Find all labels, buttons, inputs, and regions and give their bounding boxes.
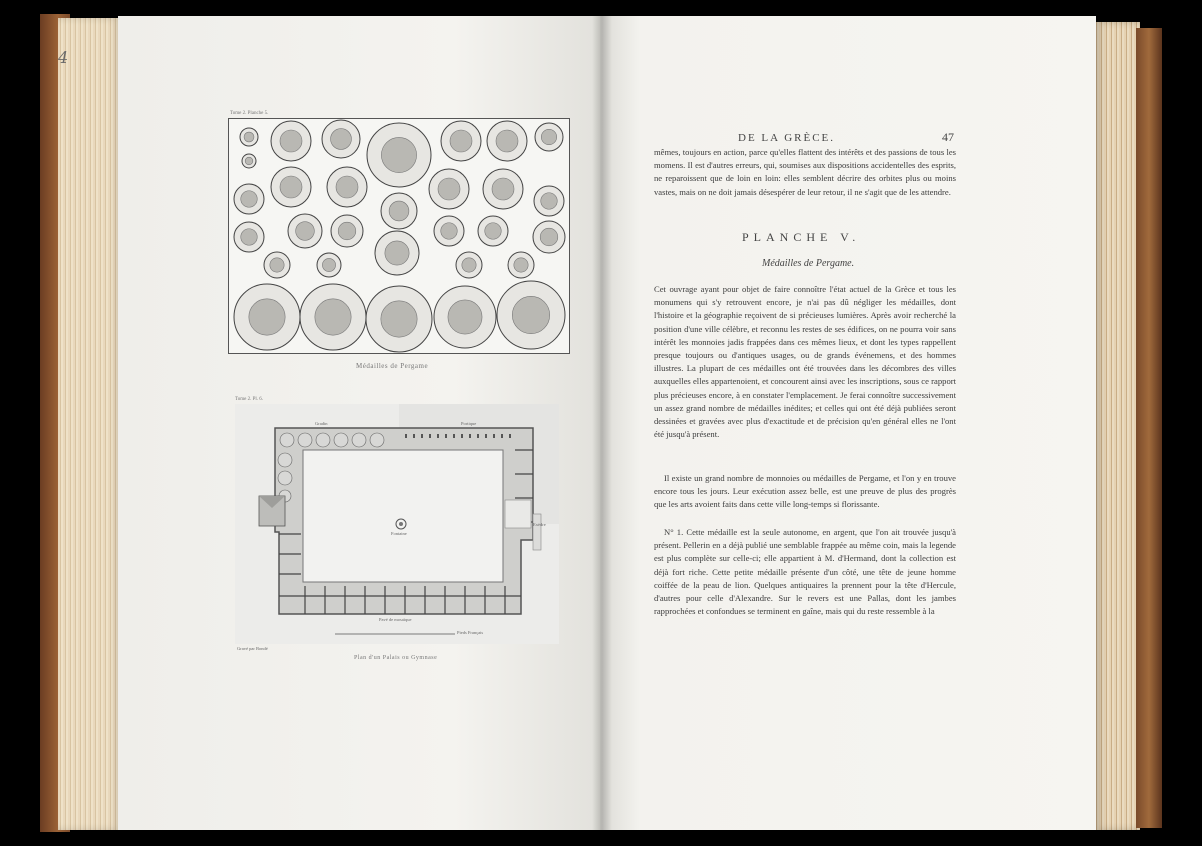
pencil-mark: 4 — [58, 48, 69, 67]
plan-label-fontaine: Fontaine — [391, 531, 407, 536]
paragraph-2: Cet ouvrage ayant pour objet de faire connoître l'état actuel de la Grèce et tous les monumens qui s'y retrouvent encore, je n'ai pas dû négliger les médailles, dont l'histoire et la géographie reçoivent de si précieuses lumières. Après avoir recherché la position d'une ville célèbre, et reconnu les restes de ses édifices, on ne pourra voir sans intérêt les monnoies jadis frappées dans ces mêmes lieux, et dont les types rappellent presque toujours ou d'antiques usages, ou de grands événemens, et des hommes illustres. La plupart de ces médailles ont été trouvées dans les décombres des villes auxquelles elles appartenoient, et concourent ainsi avec les inscriptions, sous ce rapport plus précieuses encore, à en constater l'emplacement. Je ferai connoître successivement un assez grand nombre de médailles inédites; et celles qui ont été déjà publiées seront dessinées et gravées avec plus d'exactitude et de précision qu'en général elles ne l'ont été jusqu'à présent. — [654, 284, 956, 440]
coin-relief — [249, 299, 285, 335]
coin-relief — [280, 130, 302, 152]
paragraph-4: N° 1. Cette médaille est la seule autonome, en argent, que l'on ait trouvée jusqu'à présent. Pellerin en a déjà publié une semblable frappée au même coin, mais la legende est plus complète sur celle-ci; elle appartient à M. d'Hermand, dont la collection est déjà fort riche. Cette petite médaille présente d'un côté, une tête de jeune homme coiffée de la peau de lion. Quelques antiquaires la prennent pour la tête d'Hercule, d'autres pour celle d'Alexandre. Sur le revers est une Pallas, dont les jambes rapprochées et confondues se terminent en gaîne, mais qui du reste ressemble à la — [654, 527, 956, 617]
building-plan — [235, 404, 559, 644]
coin-relief — [336, 176, 358, 198]
plan-label-exedre: Exèdre — [533, 522, 546, 527]
coin-relief — [385, 241, 409, 265]
coin-relief — [462, 258, 476, 272]
book-gutter — [592, 16, 612, 830]
running-header: DE LA GRÈCE. — [738, 132, 836, 144]
coin-relief — [245, 157, 253, 165]
coin-relief — [315, 299, 351, 335]
page-edges-right — [1094, 22, 1140, 830]
coin-relief — [270, 258, 284, 272]
coin-relief — [448, 300, 482, 334]
plan-label-pave: Pavé de mosaïque — [379, 617, 412, 622]
coin-relief — [540, 228, 558, 246]
coin-engravings — [229, 119, 569, 353]
coin-relief — [322, 258, 335, 271]
coin-plate — [228, 118, 570, 354]
plate-title: PLANCHE V. — [742, 230, 861, 244]
coin-relief — [492, 178, 514, 200]
plate-subtitle: Médailles de Pergame. — [762, 258, 855, 269]
plan-label-portique: Portique — [461, 421, 477, 426]
coin-relief — [541, 193, 558, 210]
coin-relief — [241, 229, 258, 246]
plan-plate — [235, 404, 559, 651]
coin-relief — [450, 130, 472, 152]
coin-relief — [496, 130, 518, 152]
coin-relief — [241, 191, 258, 208]
coin-relief — [244, 132, 254, 142]
coin-relief — [514, 258, 528, 272]
plan-label-engraver: Gravé par Bondé — [237, 646, 268, 651]
coin-relief — [381, 137, 416, 172]
coin-relief — [381, 301, 417, 337]
coin-relief — [541, 129, 556, 144]
plate2-caption: Plan d'un Palais ou Gymnase — [354, 655, 438, 661]
coin-relief — [485, 223, 502, 240]
coin-relief — [389, 201, 409, 221]
paragraph-1: mêmes, toujours en action, parce qu'elles flattent des intérêts et des passions de tous les momens. Il est d'autres erreurs, qui, soumises aux dispositions accidentelles des esprits, ne reparoissent que de loin en loin: elles semblent décrire des orbites plus ou moins vastes, mais on ne doit jamais désespérer de leur retour, il ne s'agit que de les attendre. — [654, 147, 956, 197]
plate1-caption: Médailles de Pergame — [356, 362, 429, 370]
coin-relief — [280, 176, 302, 198]
coin-relief — [512, 296, 549, 333]
page-number: 47 — [942, 130, 954, 144]
plan-label-gradin: Gradin — [315, 421, 328, 426]
plate2-label: Tome 2. Pl. 6. — [235, 397, 263, 402]
coin-relief — [331, 129, 352, 150]
plan-label-scale: Pieds Français — [457, 630, 484, 635]
coin-relief — [438, 178, 460, 200]
coin-relief — [338, 222, 356, 240]
coin-relief — [441, 223, 458, 240]
coin-relief — [296, 222, 315, 241]
plate1-label: Tome 2. Planche 5. — [230, 111, 269, 116]
paragraph-3: Il existe un grand nombre de monnoies ou médailles de Pergame, et l'on y en trouve encore tous les jours. Leur exécution assez belle, est une preuve de plus des progrès que les arts avoient faits dans cette ville long-temps si florissante. — [654, 473, 956, 510]
page-edges-left — [58, 18, 122, 830]
book-cover-right — [1136, 28, 1162, 828]
